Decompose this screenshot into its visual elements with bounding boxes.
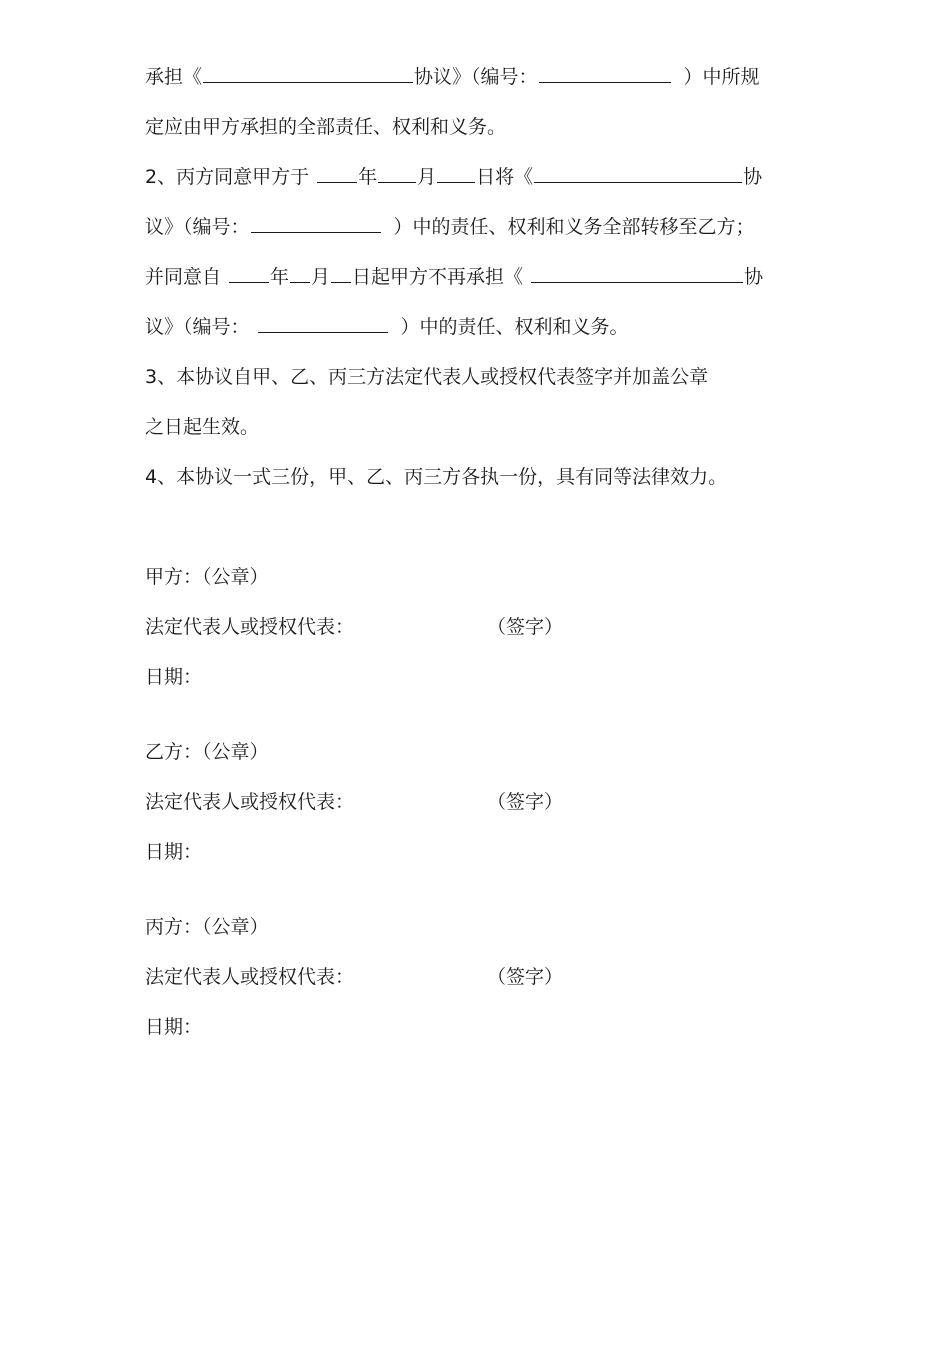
agreement-name-blank[interactable] xyxy=(531,266,743,283)
year-blank[interactable] xyxy=(229,266,269,283)
agreement-name-blank[interactable] xyxy=(203,66,413,83)
month-blank[interactable] xyxy=(290,266,310,283)
clause-text: 承担《 xyxy=(145,66,203,88)
clause-text: ）中的责任、权利和义务全部转移至乙方； xyxy=(393,216,755,238)
clause-text: 协 xyxy=(744,266,764,288)
clause-2-line-4 xyxy=(145,315,629,339)
party-a-date: 日期： xyxy=(145,666,203,688)
signature-label: （签字） xyxy=(487,966,564,988)
party-c-date: 日期： xyxy=(145,1016,203,1038)
agreement-number-blank[interactable] xyxy=(251,216,381,233)
signature-label: （签字） xyxy=(487,616,564,638)
party-b-seal: 乙方：（公章） xyxy=(145,741,269,763)
agreement-number-blank[interactable] xyxy=(258,316,388,333)
clause-4-line-1: 4、本协议一式三份，甲、乙、丙三方各执一份，具有同等法律效力。 xyxy=(145,466,728,488)
day-label: 日起甲方不再承担《 xyxy=(352,266,524,288)
signature-label: （签字） xyxy=(487,791,564,813)
clause-text: 协议》（编号： xyxy=(414,66,538,88)
representative-label: 法定代表人或授权代表： xyxy=(145,966,355,988)
party-a-rep-row xyxy=(145,615,845,639)
representative-label: 法定代表人或授权代表： xyxy=(145,616,355,638)
clause-text: ）中的责任、权利和义务。 xyxy=(400,316,629,338)
year-blank[interactable] xyxy=(317,166,357,183)
clause-2-line-3 xyxy=(145,265,763,289)
clause-2-line-2 xyxy=(145,215,755,239)
clause-text: 议》（编号： xyxy=(145,216,250,238)
clause-text: 2、丙方同意甲方于 xyxy=(145,166,310,188)
clause-text: 议》（编号： xyxy=(145,316,250,338)
party-c-rep-row xyxy=(145,965,845,989)
clause-1-line-2: 定应由甲方承担的全部责任、权利和义务。 xyxy=(145,116,507,138)
party-c-seal: 丙方：（公章） xyxy=(145,916,269,938)
clause-2-line-1 xyxy=(145,165,762,189)
agreement-number-blank[interactable] xyxy=(539,66,671,83)
year-label: 年 xyxy=(358,166,378,188)
representative-label: 法定代表人或授权代表： xyxy=(145,791,355,813)
party-b-rep-row xyxy=(145,790,845,814)
month-label: 月 xyxy=(417,166,437,188)
year-label: 年 xyxy=(270,266,290,288)
party-a-seal: 甲方：（公章） xyxy=(145,566,269,588)
agreement-name-blank[interactable] xyxy=(534,166,742,183)
clause-1-line-1 xyxy=(145,65,760,89)
day-label: 日将《 xyxy=(476,166,534,188)
month-blank[interactable] xyxy=(378,166,416,183)
day-blank[interactable] xyxy=(437,166,475,183)
party-b-date: 日期： xyxy=(145,841,203,863)
day-blank[interactable] xyxy=(331,266,351,283)
clause-text: 并同意自 xyxy=(145,266,222,288)
clause-3-line-1: 3、本协议自甲、乙、丙三方法定代表人或授权代表签字并加盖公章 xyxy=(145,366,709,388)
month-label: 月 xyxy=(311,266,331,288)
clause-text: ）中所规 xyxy=(683,66,760,88)
clause-3-line-2: 之日起生效。 xyxy=(145,416,260,438)
clause-text: 协 xyxy=(743,166,763,188)
